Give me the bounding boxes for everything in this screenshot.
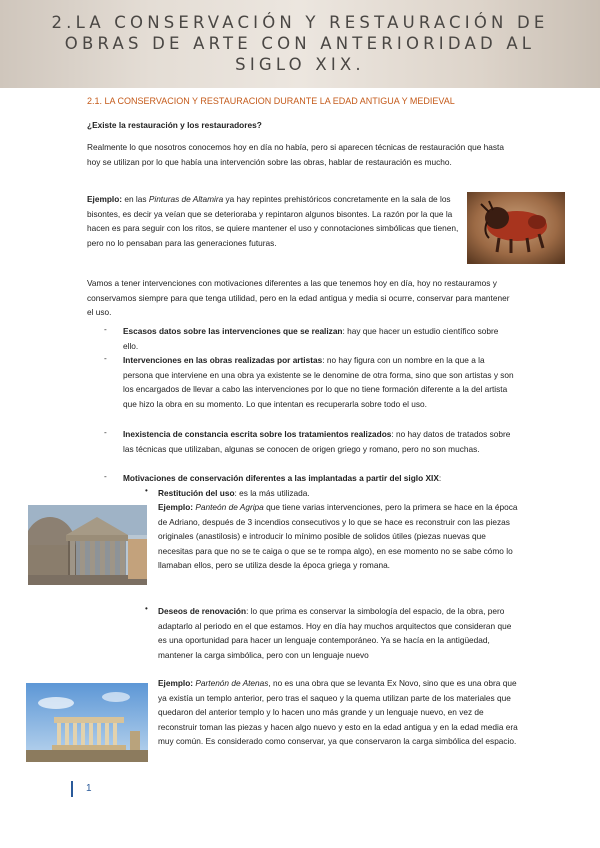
document-title — [20, 12, 580, 75]
title-line-1: 2.LA CONSERVACIÓN Y RESTAURACIÓN DE — [51, 13, 549, 32]
example-altamira: Ejemplo: en las Pinturas de Altamira ya hay repintes prehistóricos concretamente en la sala de los bisontes, es decir ya veían que se deterioraba y repintaron algunos bisontes. La razón por la que la hacen es para seguir con los ritos, se quiere mantener el uso y connotaciones simbólicas que tienen, pero no lo pensaban para las generaciones futuras. — [87, 194, 459, 248]
bullet-marker: • — [145, 604, 148, 613]
dash-marker: - — [104, 324, 107, 334]
page-number-bar — [71, 781, 73, 797]
parthenon-title: Partenón de Atenas — [195, 678, 269, 688]
list-item-no-records: Inexistencia de constancia escrita sobre los tratamientos realizados: no hay datos de tratados sobre las técnicas que utilizaban, algunas se conocen de origen griego y romano, pero no son muchas. — [123, 429, 511, 454]
question-heading: ¿Existe la restauración y los restauradores? — [87, 120, 262, 130]
dash-marker: - — [104, 427, 107, 437]
dash-marker: - — [104, 471, 107, 481]
page-number: 1 — [86, 783, 92, 794]
bullet-renovation: Deseos de renovación: lo que prima es conservar la simbología del espacio, de la obra, pero adaptarlo al periodo en el que estamos. Hoy en día hay muchos arquitectos que consideran que es una oportunidad para hacer un lenguaje contemporáneo. Ya se hacía en la antigüedad, mantener la carga simbólica, pero con un lenguaje nuevo — [158, 606, 512, 660]
section-heading: 2.1. LA CONSERVACION Y RESTAURACION DURANTE LA EDAD ANTIGUA Y MEDIEVAL — [87, 96, 455, 106]
bullet-marker: • — [145, 486, 148, 495]
altamira-bison-image — [467, 192, 565, 264]
list-item-artists: Intervenciones en las obras realizadas por artistas: no hay figura con un nombre en la que a la persona que interviene en una obra ya existente se le denomine de otra forma, sino que son artistas y son los encargados de llevar a cabo las intervenciones por lo que no tiene formación diferente a la del artista que hizo la obra en su momento. Lo que intentan es recuperarla sobre todo el uso. — [123, 355, 514, 409]
intro-paragraph: Realmente lo que nosotros conocemos hoy en día no había, pero si aparecen técnicas de restauración que hasta hoy se utilizan por lo que había una intervención sobre las obras, hablar de restauración es mucho. — [87, 142, 504, 167]
example-parthenon: Ejemplo: Partenón de Atenas, no es una obra que se levanta Ex Novo, sino que es una obra que ya existía un templo anterior, pero tras el saqueo y la quema utilizan parte de los materiales que quedaron del anterior templo y lo hacen uno más grande y un lenguaje nuevo, en vez de reconstruir toman las piezas y hacen algo nuevo y esto en la edad antigua y en la edad media era muy común. Es considerado como conservar, ya que conservaron la carga simbólica del espacio. — [158, 678, 518, 747]
example-pantheon: Ejemplo: Panteón de Agripa que tiene varias intervenciones, pero la primera se hace en la época de Adriano, después de 3 incendios consecutivos y lo que se hace es reconstruir con las piezas originales (anastilosis) e introducir lo mínimo posible de solidos útiles (piezas nuevas que necesitas para que no se te caiga o que se te rompa algo), en ese momento no se sabe cómo lo llamaban ellos, pero se utiliza desde la época griega y romana. — [158, 502, 518, 571]
parthenon-athens-image — [26, 683, 148, 762]
dash-marker: - — [104, 353, 107, 363]
paragraph-motivations: Vamos a tener intervenciones con motivaciones diferentes a las que tenemos hoy en día, hoy no restauramos y conservamos siempre para que tenga utilidad, pero en la edad antigua y media si ocurre, conservar para mantener el uso. — [87, 278, 510, 318]
list-item-scarce-data: Escasos datos sobre las intervenciones que se realizan: hay que hacer un estudio científico sobre ello. — [123, 326, 499, 351]
pantheon-title: Panteón de Agripa — [195, 502, 264, 512]
altamira-title: Pinturas de Altamira — [148, 194, 224, 204]
list-item-motivations: Motivaciones de conservación diferentes a las implantadas a partir del siglo XIX: — [123, 473, 442, 483]
pantheon-agrippa-image — [28, 505, 147, 585]
example-label: Ejemplo: — [87, 194, 123, 204]
header-banner — [0, 0, 600, 88]
bullet-restitution: Restitución del uso: es la más utilizada. — [158, 488, 310, 498]
title-line-3: SIGLO XIX. — [235, 55, 365, 74]
title-line-2: OBRAS DE ARTE CON ANTERIORIDAD AL — [64, 34, 536, 53]
